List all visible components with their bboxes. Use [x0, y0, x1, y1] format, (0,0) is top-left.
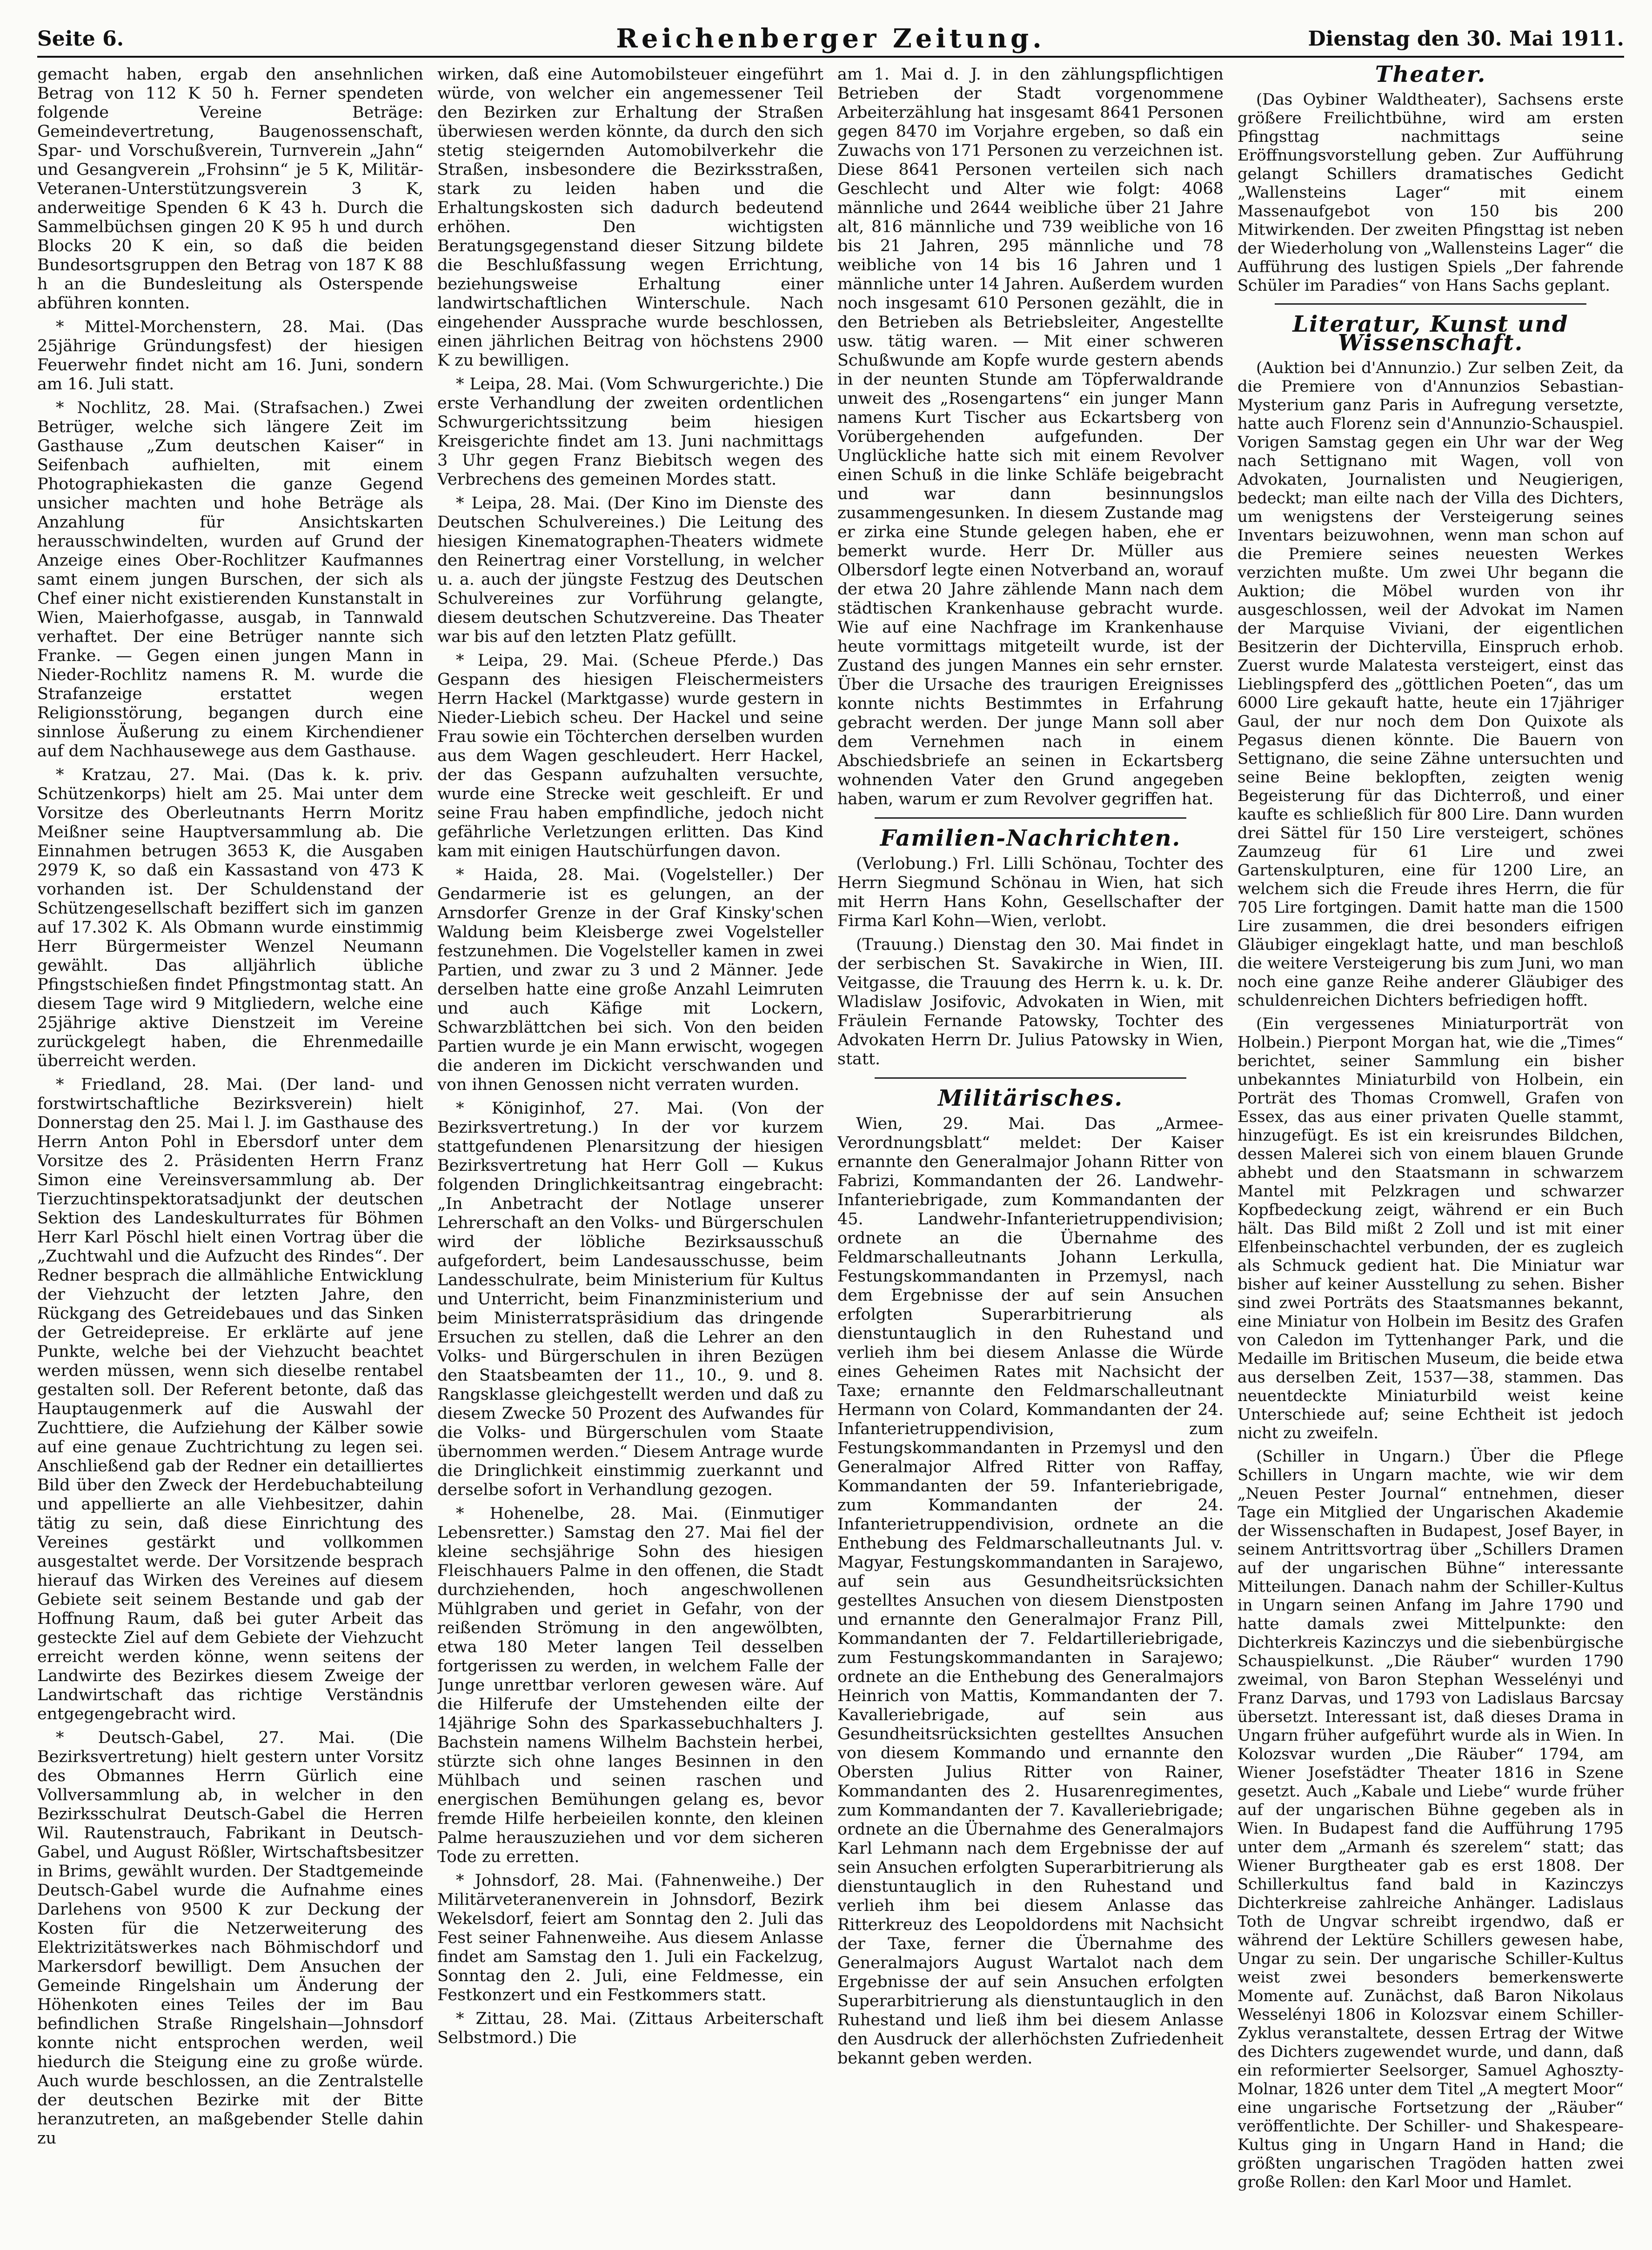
article: * Königinhof, 27. Mai. (Von der Bezirksvertretung.) In der vor kurzem stattgefundenen Plenarsitzung der hiesigen Bezirksvertretung hat Herr Goll — Kukus folgenden Dringlichkeitsantrag eingebracht: „In Anbetracht der Notlage unserer Lehrerschaft an den Volks- und Bürgerschulen wird der löbliche Bezirksausschuß aufgefordert, beim Landesausschusse, beim Landesschulrate, beim Ministerium für Kultus und Unterricht, beim Finanzministerium und beim Ministerratspräsidium das dringende Ersuchen zu stellen, daß die Lehrer an den Volks- und Bürgerschulen in ihren Bezügen den Staatsbeamten der 11., 10., 9. und 8. Rangsklasse gleichgestellt werden und daß zu diesem Zwecke 50 Prozent des Aufwandes für die Volks- und Bürgerschulen vom Staate übernommen werden.“ Diesem Antrage wurde die Dringlichkeit einstimmig zuerkannt und derselbe sofort in Verhandlung gezogen. — [437, 1099, 823, 1499]
article: (Ein vergessenes Miniaturporträt von Holbein.) Pierpont Morgan hat, wie die „Times“ berichtet, seiner Sammlung ein bisher unbekanntes Miniaturbild von Holbein, ein Porträt des Thomas Cromwell, Grafen von Essex, das aus einer privaten Quelle stammt, hinzugefügt. Es ist ein kreisrundes Bildchen, dessen Malerei sich von einem blauen Grunde abhebt und den Staatsmann in schwarzem Mantel mit Pelzkragen und schwarzer Kopfbedeckung zeigt, während er ein Buch hält. Das Bild mißt 2 Zoll und ist mit einer Elfenbeinschachtel verbunden, der es zugleich als Schmuck gedient hat. Die Miniatur war bisher auf keiner Ausstellung zu sehen. Bisher sind zwei Porträts des Staatsmannes bekannt, eine Miniatur von Holbein im Besitz des Grafen von Caledon im Tyttenhanger Park, und die Medaille im Britischen Museum, die beide etwa aus derselben Zeit, 1537—38, stammen. Das neuentdeckte Miniaturbild weist keine Unterschiede auf; seine Echtheit ist jedoch nicht zu zweifeln. — [1237, 1015, 1624, 1442]
page-number: Seite 6. — [37, 27, 124, 51]
article: gemacht haben, ergab den ansehnlichen Betrag von 112 K 50 h. Ferner spendeten folgende Vereine Beträge: Gemeindevertretung, Baugenossenschaft, Spar- und Vorschußverein, Turnverein „Jahn“ und Gesangverein „Frohsinn“ je 5 K, Militär-Veteranen-Unterstützungsverein 3 K, anderweitige Spenden 6 K 43 h. Durch die Sammelbüchsen gingen 20 K 95 h und durch Blocks 20 K ein, so daß die beiden Bundesortsgruppen den Betrag von 187 K 88 h an die Bundesleitung als Osterspende abführen konnten. — [37, 65, 423, 313]
columns — [37, 65, 1624, 2223]
article: (Auktion bei d'Annunzio.) Zur selben Zeit, da die Premiere von d'Annunzios Sebastian-Mysterium ganz Paris in Aufregung versetzte, hatte auch Florenz sein d'Annunzio-Schauspiel. Vorigen Samstag gegen ein Uhr war der Weg nach Settignano mit Wagen, voll von Advokaten, Journalisten und Neugierigen, bedeckt; man eilte nach der Villa des Dichters, um wenigstens der Versteigerung seines Inventars beizuwohnen, wenn man schon auf die Premiere seines neuesten Werkes verzichten mußte. Um zwei Uhr begann die Auktion; die Möbel wurden von ihr ausgeschlossen, weil der Advokat im Namen der Marquise Viviani, der eigentlichen Besitzerin der Dichtervilla, Einspruch erhob. Zuerst wurde Malatesta versteigert, einst das Lieblingspferd des „göttlichen Poeten“, das um 6000 Lire gekauft hatte, heute ein 17jähriger Gaul, der nur noch dem Don Quixote als Pegasus dienen könnte. Die Bauern von Settignano, die seine Zähne untersuchten und seine Beine beklopften, zeigten wenig Begeisterung für das Dichterroß, und einer kaufte es schließlich für 800 Lire. Dann wurden drei Sättel für 150 Lire versteigert, schönes Zaumzeug für 61 Lire und zwei Gartenskulpturen, eine für 1200 Lire, an welchem sich die Freude ihres Herrn, die für 705 Lire fortgingen. Damit hatte man die 1500 Lire zusammen, die drei besonders eifrigen Gläubiger eingeklagt hatte, und man beschloß die weitere Versteigerung bis zum Juni, wo man noch eine ganze Reihe anderer Gläubiger des schuldenreichen Dichters befriedigen hofft. — [1237, 359, 1624, 1010]
column-4 — [1237, 65, 1624, 2214]
issue-date: Dienstag den 30. Mai 1911. — [1308, 27, 1624, 51]
article: * Hohenelbe, 28. Mai. (Einmutiger Lebensretter.) Samstag den 27. Mai fiel der kleine sechsjährige Sohn des hiesigen Fleischhauers Palme in den offenen, die Stadt durchziehenden, hoch angeschwollenen Mühlgraben und geriet in Gefahr, von der reißenden Strömung in den angewölbten, etwa 180 Meter langen Teil desselben fortgerissen zu werden, in welchem Falle der Junge unrettbar verloren gewesen wäre. Auf die Hilferufe der Umstehenden eilte der 14jährige Sohn des Sparkassebuchhalters J. Bachstein namens Wilhelm Bachstein herbei, stürzte sich ohne langes Besinnen in den Mühlbach und seinen raschen und energischen Bemühungen gelang es, bevor fremde Hilfe herbeieilen konnte, den kleinen Palme herauszuziehen und vor dem sicheren Tode zu erretten. — [437, 1504, 823, 1866]
article: (Schiller in Ungarn.) Über die Pflege Schillers in Ungarn machte, wie wir dem „Neuen Pester Journal“ entnehmen, dieser Tage ein Mitglied der Ungarischen Akademie der Wissenschaften in Budapest, Josef Bayer, in seinem Antrittsvortrag über „Schillers Dramen auf der ungarischen Bühne“ interessante Mitteilungen. Danach nahm der Schiller-Kultus in Ungarn seinen Anfang im Jahre 1790 und hatte damals zwei Mittelpunkte: den Dichterkreis Kazinczys und die siebenbürgische Schauspielkunst. „Die Räuber“ wurden 1790 zweimal, von Baron Stephan Wesselényi und Franz Darvas, und 1793 von Ladislaus Barcsay übersetzt. Interessant ist, daß dieses Drama in Ungarn früher aufgeführt wurde als in Wien. In Kolozsvar wurden „Die Räuber“ 1794, am Wiener Josefstädter Theater 1816 in Szene gesetzt. Auch „Kabale und Liebe“ wurde früher auf der ungarischen Bühne gegeben als in Wien. In Budapest fand die Aufführung 1795 unter dem „Armanh és szerelem“ statt; das Wiener Burgtheater gab es erst 1808. Der Schillerkultus fand bald in Kazinczys Dichterkreise zahlreiche Anhänger. Ladislaus Toth de Ungvar schreibt irgendwo, daß er während der Lektüre Schillers gewesen habe, Ungar zu sein. Der ungarische Schiller-Kultus weist zwei besonders bemerkenswerte Momente auf. Zunächst, daß Baron Nikolaus Wesselényi 1806 in Kolozsvar einem Schiller-Zyklus veranstaltete, dessen Ertrag der Witwe des Dichters zugewendet wurde, und dann, daß ein reformierter Seelsorger, Samuel Aghoszty-Molnar, 1826 unter dem Titel „A megtert Moor“ eine ungarische Fortsetzung der „Räuber“ veröffentlichte. Der Schiller- und Shakespeare-Kultus ging in Ungarn Hand in Hand; die größten ungarischen Tragöden hatten zwei große Rollen: den Karl Moor und Hamlet. — [1237, 1447, 1624, 2191]
section-heading-military: Militärisches. — [937, 1085, 1124, 1111]
section-heading-families: Familien-Nachrichten. — [880, 825, 1181, 851]
article: * Haida, 28. Mai. (Vogelsteller.) Der Gendarmerie ist es gelungen, an der Arnsdorfer Grenze in der Graf Kinsky'schen Waldung beim Kleisberge zwei Vogelsteller festzunehmen. Die Vogelsteller kamen in zwei Partien, und zwar zu 3 und 2 Männer. Jede derselben hatte eine große Anzahl Leimruten und auch Käfige mit Lockern, Schwarzblättchen bei sich. Von den beiden Partien wurde je ein Mann erwischt, wogegen die anderen im Dickicht verschwanden und von ihnen Genossen nicht verraten wurden. — [437, 866, 823, 1094]
article: am 1. Mai d. J. in den zählungspflichtigen Betrieben der Stadt vorgenommene Arbeiterzählung hat insgesamt 8641 Personen gegen 8470 im Vorjahre ergeben, so daß ein Zuwachs von 171 Personen zu verzeichnen ist. Diese 8641 Personen verteilen sich nach Geschlecht und Alter wie folgt: 4068 männliche und 2644 weibliche über 21 Jahre alt, 816 männliche und 739 weibliche von 16 bis 21 Jahren, 295 männliche und 78 weibliche von 14 bis 16 Jahren und 1 männliche unter 14 Jahren. Außerdem wurden noch insgesamt 610 Personen gezählt, die in den Betrieben als Betriebsleiter, Angestellte usw. tätig waren. — Mit einer schweren Schußwunde am Kopfe wurde gestern abends in der neunten Stunde am Töpferwaldrande unweit des „Rosengartens“ ein junger Mann namens Kurt Tischer aus Eckartsberg von Vorübergehenden aufgefunden. Der Unglückliche hatte sich mit einem Revolver einen Schuß in die linke Schläfe beigebracht und war dann besinnungslos zusammengesunken. In diesem Zustande mag er zirka eine Stunde gelegen haben, ehe er bemerkt wurde. Herr Dr. Müller aus Olbersdorf legte einen Notverband an, worauf der etwa 20 Jahre zählende Mann nach dem städtischen Krankenhause gebracht wurde. Wie auf eine Nachfrage im Krankenhause heute vormittags mitgeteilt wurde, ist der Zustand des jungen Mannes ein sehr ernster. Über die Ursache des traurigen Ereignisses konnte nichts Bestimmtes in Erfahrung gebracht werden. Der junge Mann soll aber dem Vernehmen nach in einem Abschiedsbriefe an seinen in Eckartsberg wohnenden Vater den Grund angegeben haben, warum er zum Revolver gegriffen hat. — [837, 65, 1224, 808]
article: (Das Oybiner Waldtheater), Sachsens erste größere Freilichtbühne, wird am ersten Pfingsttag nachmittags seine Eröffnungsvorstellung geben. Zur Aufführung gelangt Schillers dramatisches Gedicht „Wallensteins Lager“ mit einem Massenaufgebot von 150 bis 200 Mitwirkenden. Der zweiten Pfingsttag ist neben der Wiederholung von „Wallensteins Lager“ die Aufführung des lustigen Spiels „Der fahrende Schüler im Paradies“ von Hans Sachs geplant. — [1237, 90, 1624, 295]
article: * Deutsch-Gabel, 27. Mai. (Die Bezirksvertretung) hielt gestern unter Vorsitz des Obmannes Herrn Gürlich eine Vollversammlung ab, in welcher in den Bezirksschulrat Deutsch-Gabel die Herren Wil. Rautenstrauch, Fabrikant in Deutsch-Gabel, und August Rößler, Wirtschaftsbesitzer in Brims, gewählt wurden. Der Stadtgemeinde Deutsch-Gabel wurde die Aufnahme eines Darlehens von 9500 K zur Deckung der Kosten für die Netzerweiterung des Elektrizitätswerkes nach Böhmischdorf und Markersdorf bewilligt. Dem Ansuchen der Gemeinde Ringelshain um Änderung der Höhenkoten eines Teiles der im Bau befindlichen Straße Ringelshain—Johnsdorf konnte nicht entsprochen werden, weil hiedurch die Steigung eine zu große würde. Auch wurde beschlossen, an die Zentralstelle der deutschen Bezirke mit der Bitte heranzutreten, an maßgebender Stelle dahin zu — [37, 1729, 423, 2148]
article: * Zittau, 28. Mai. (Zittaus Arbeiterschaft Selbstmord.) Die — [437, 2010, 823, 2047]
page-header — [37, 19, 1624, 58]
newspaper-title: Reichenberger Zeitung. — [616, 23, 1045, 54]
column-1 — [37, 65, 423, 2214]
column-2 — [437, 65, 823, 2214]
article: Wien, 29. Mai. Das „Armee-Verordnungsblatt“ meldet: Der Kaiser ernannte den Generalmajor Johann Ritter von Fabrizi, Kommandanten der 26. Landwehr-Infanteriebrigade, zum Kommandanten der 45. Landwehr-Infanterietruppendivision; ordnete an die Übernahme des Feldmarschalleutnants Johann Lerkulla, Festungskommandanten in Przemysl, nach dem Ergebnisse der auf sein Ansuchen erfolgten Superarbitrierung als dienstuntauglich in den Ruhestand und verlieh ihm bei diesem Anlasse die Würde eines Geheimen Rates mit Nachsicht der Taxe; ernannte den Feldmarschalleutnant Hermann von Colard, Kommandanten der 24. Infanterietruppendivision, zum Festungskommandanten in Przemysl und den Generalmajor Alfred Ritter von Raffay, Kommandanten der 59. Infanteriebrigade, zum Kommandanten der 24. Infanterietruppendivision, ordnete an die Enthebung des Feldmarschalleutnants Jul. v. Magyar, Festungskommandanten in Sarajewo, auf sein aus Gesundheitsrücksichten gestelltes Ansuchen von diesem Dienstposten und ernannte den Generalmajor Franz Pill, Kommandanten der 7. Feldartilleriebrigade, zum Festungskommandanten in Sarajewo; ordnete an die Enthebung des Generalmajors Heinrich von Mattis, Kommandanten der 7. Kavalleriebrigade, auf sein aus Gesundheitsrücksichten gestelltes Ansuchen von diesem Kommando und ernannte den Obersten Julius Ritter von Rainer, Kommandanten des 2. Husarenregimentes, zum Kommandanten der 7. Kavalleriebrigade; ordnete an die Übernahme des Generalmajors Karl Lehmann nach dem Ergebnisse der auf sein Ansuchen erfolgten Superarbitrierung als dienstuntauglich in den Ruhestand und verlieh ihm bei diesem Anlasse das Ritterkreuz des Leopoldordens mit Nachsicht der Taxe, ferner die Übernahme des Generalmajors August Wartalot nach dem Ergebnisse der auf sein Ansuchen erfolgten Superarbitrierung als dienstuntauglich in den Ruhestand und ließ ihm bei diesem Anlasse den Ausdruck der allerhöchsten Zufriedenheit bekannt geben werden. — [837, 1115, 1224, 2068]
article: * Kratzau, 27. Mai. (Das k. k. priv. Schützenkorps) hielt am 25. Mai unter dem Vorsitze des Oberleutnants Herrn Moritz Meißner seine Hauptversammlung ab. Die Einnahmen betrugen 3653 K, die Ausgaben 2979 K, so daß ein Kassastand von 473 K vorhanden ist. Der Schuldenstand der Schützengesellschaft beziffert sich im ganzen auf 17.302 K. Als Obmann wurde einstimmig Herr Bürgermeister Wenzel Neumann gewählt. Das alljährlich übliche Pfingstschießen findet Pfingstmontag statt. An diesem Tage wird 9 Mitgliedern, welche eine 25jährige aktive Dienstzeit im Vereine zurückgelegt haben, die Ehrenmedaille überreicht werden. — [37, 766, 423, 1070]
article: * Nochlitz, 28. Mai. (Strafsachen.) Zwei Betrüger, welche sich längere Zeit im Gasthause „Zum deutschen Kaiser“ in Seifenbach aufhielten, mit einem Photographiekasten die ganze Gegend unsicher machten und hohe Beträge als Anzahlung für Ansichtskarten herausschwindelten, wurden auf Grund der Anzeige eines Ober-Rochlitzer Kaufmannes samt einem jungen Burschen, der sich als Chef einer nicht existierenden Kunstanstalt in Wien, Maierhofgasse, ausgab, in Tannwald verhaftet. Der eine Betrüger nannte sich Franke. — Gegen einen jungen Mann in Nieder-Rochlitz namens R. M. wurde die Strafanzeige erstattet wegen Religionsstörung, begangen durch eine sinnlose Äußerung zu einem Kirchendiener auf dem Nachhausewege aus dem Gasthause. — [37, 399, 423, 761]
article: * Leipa, 28. Mai. (Der Kino im Dienste des Deutschen Schulvereines.) Die Leitung des hiesigen Kinematographen-Theaters widmete den Reinertrag einer Vorstellung, in welcher u. a. auch der jüngste Festzug des Deutschen Schulvereines zur Vorführung gelangte, diesem deutschen Schutzvereine. Das Theater war bis auf den letzten Platz gefüllt. — [437, 494, 823, 646]
section-heading-theater: Theater. — [1375, 65, 1486, 87]
article: * Friedland, 28. Mai. (Der land- und forstwirtschaftliche Bezirksverein) hielt Donnerstag den 25. Mai l. J. im Gasthause des Herrn Anton Pohl in Ebersdorf unter dem Vorsitze des 2. Präsidenten Herrn Franz Simon eine Vereinsversammlung ab. Der Tierzuchtinspektoratsadjunkt der deutschen Sektion des Landeskulturrates für Böhmen Herr Karl Pöschl hielt einen Vortrag über die „Zuchtwahl und die Aufzucht des Rindes“. Der Redner besprach die allmähliche Entwicklung der Viehzucht der letzten Jahre, den Rückgang des Getreidebaues und das Sinken der Getreidepreise. Er erklärte auf jene Punkte, welche bei der Viehzucht beachtet werden müssen, wenn sich dieselbe rentabel gestalten soll. Der Referent betonte, daß das Hauptaugenmerk auf die Auswahl der Zuchttiere, die Aufziehung der Kälber sowie auf eine genaue Zuchtrichtung zu legen sei. Anschließend gab der Redner ein detailliertes Bild über den Zweck der Herdebuchabteilung und appellierte an alle Viehbesitzer, dahin tätig zu sein, daß diese Einrichtung des Vereines gestärkt und vollkommen ausgestaltet werde. Der Vorsitzende besprach hierauf das Wirken des Vereines auf diesem Gebiete seit seinem Bestande und gab der Hoffnung Raum, daß bei guter Arbeit das gesteckte Ziel auf dem Gebiete der Viehzucht erreicht werden könne, wenn seitens der Landwirte des Bezirkes diesem Zweige der Landwirtschaft das richtige Verständnis entgegengebracht wird. — [37, 1075, 423, 1723]
section-heading-literature: Literatur, Kunst und Wissenschaft. — [1292, 311, 1569, 356]
article: wirken, daß eine Automobilsteuer eingeführt würde, von welcher ein angemessener Teil den Bezirken zur Erhaltung der Straßen überwiesen werden könnte, da durch den sich stetig steigernden Automobilverkehr die Straßen, insbesondere die Bezirksstraßen, stark zu leiden haben und die Erhaltungskosten sich dadurch bedeutend erhöhen. Den wichtigsten Beratungsgegenstand dieser Sitzung bildete die Beschlußfassung wegen Errichtung, beziehungsweise Erhaltung einer landwirtschaftlichen Winterschule. Nach eingehender Aussprache wurde beschlossen, einen jährlichen Beitrag von höchstens 2900 K zu bewilligen. — [437, 65, 823, 370]
article: * Leipa, 28. Mai. (Vom Schwurgerichte.) Die erste Verhandlung der zweiten ordentlichen Schwurgerichtssitzung beim hiesigen Kreisgerichte findet am 13. Juni nachmittags 3 Uhr gegen Franz Biebitsch wegen des Verbrechens des gemeinen Mordes statt. — [437, 375, 823, 489]
article: * Leipa, 29. Mai. (Scheue Pferde.) Das Gespann des hiesigen Fleischermeisters Herrn Hackel (Marktgasse) wurde gestern in Nieder-Liebich scheu. Der Hackel und seine Frau sowie ein Töchterchen derselben wurden aus dem Wagen geschleudert. Herr Hackel, der das Gespann aufzuhalten versuchte, wurde eine Strecke weit geschleift. Er und seine Frau haben empfindliche, jedoch nicht gefährliche Verletzungen erlitten. Das Kind kam mit einigen Hautschürfungen davon. — [437, 651, 823, 861]
article: (Verlobung.) Frl. Lilli Schönau, Tochter des Herrn Siegmund Schönau in Wien, hat sich mit Herrn Hans Kohn, Gesellschafter der Firma Karl Kohn—Wien, verlobt. — [837, 855, 1224, 930]
column-3 — [837, 65, 1224, 2214]
article: * Johnsdorf, 28. Mai. (Fahnenweihe.) Der Militärveteranenverein in Johnsdorf, Bezirk Wekelsdorf, feiert am Sonntag den 2. Juli das Fest seiner Fahnenweihe. Aus diesem Anlasse findet am Samstag den 1. Juli ein Fackelzug, Sonntag den 2. Juli, eine Feldmesse, ein Festkonzert und ein Festkommers statt. — [437, 1871, 823, 2004]
article: * Mittel-Morchenstern, 28. Mai. (Das 25jährige Gründungsfest) der hiesigen Feuerwehr findet nicht am 16. Juni, sondern am 16. Juli statt. — [37, 318, 423, 394]
article: (Trauung.) Dienstag den 30. Mai findet in der serbischen St. Savakirche in Wien, III. Veitgasse, die Trauung des Herrn k. u. k. Dr. Wladislaw Josifovic, Advokaten in Wien, mit Fräulein Fernande Patowsky, Tochter des Advokaten Herrn Dr. Julius Patowsky in Wien, statt. — [837, 935, 1224, 1068]
